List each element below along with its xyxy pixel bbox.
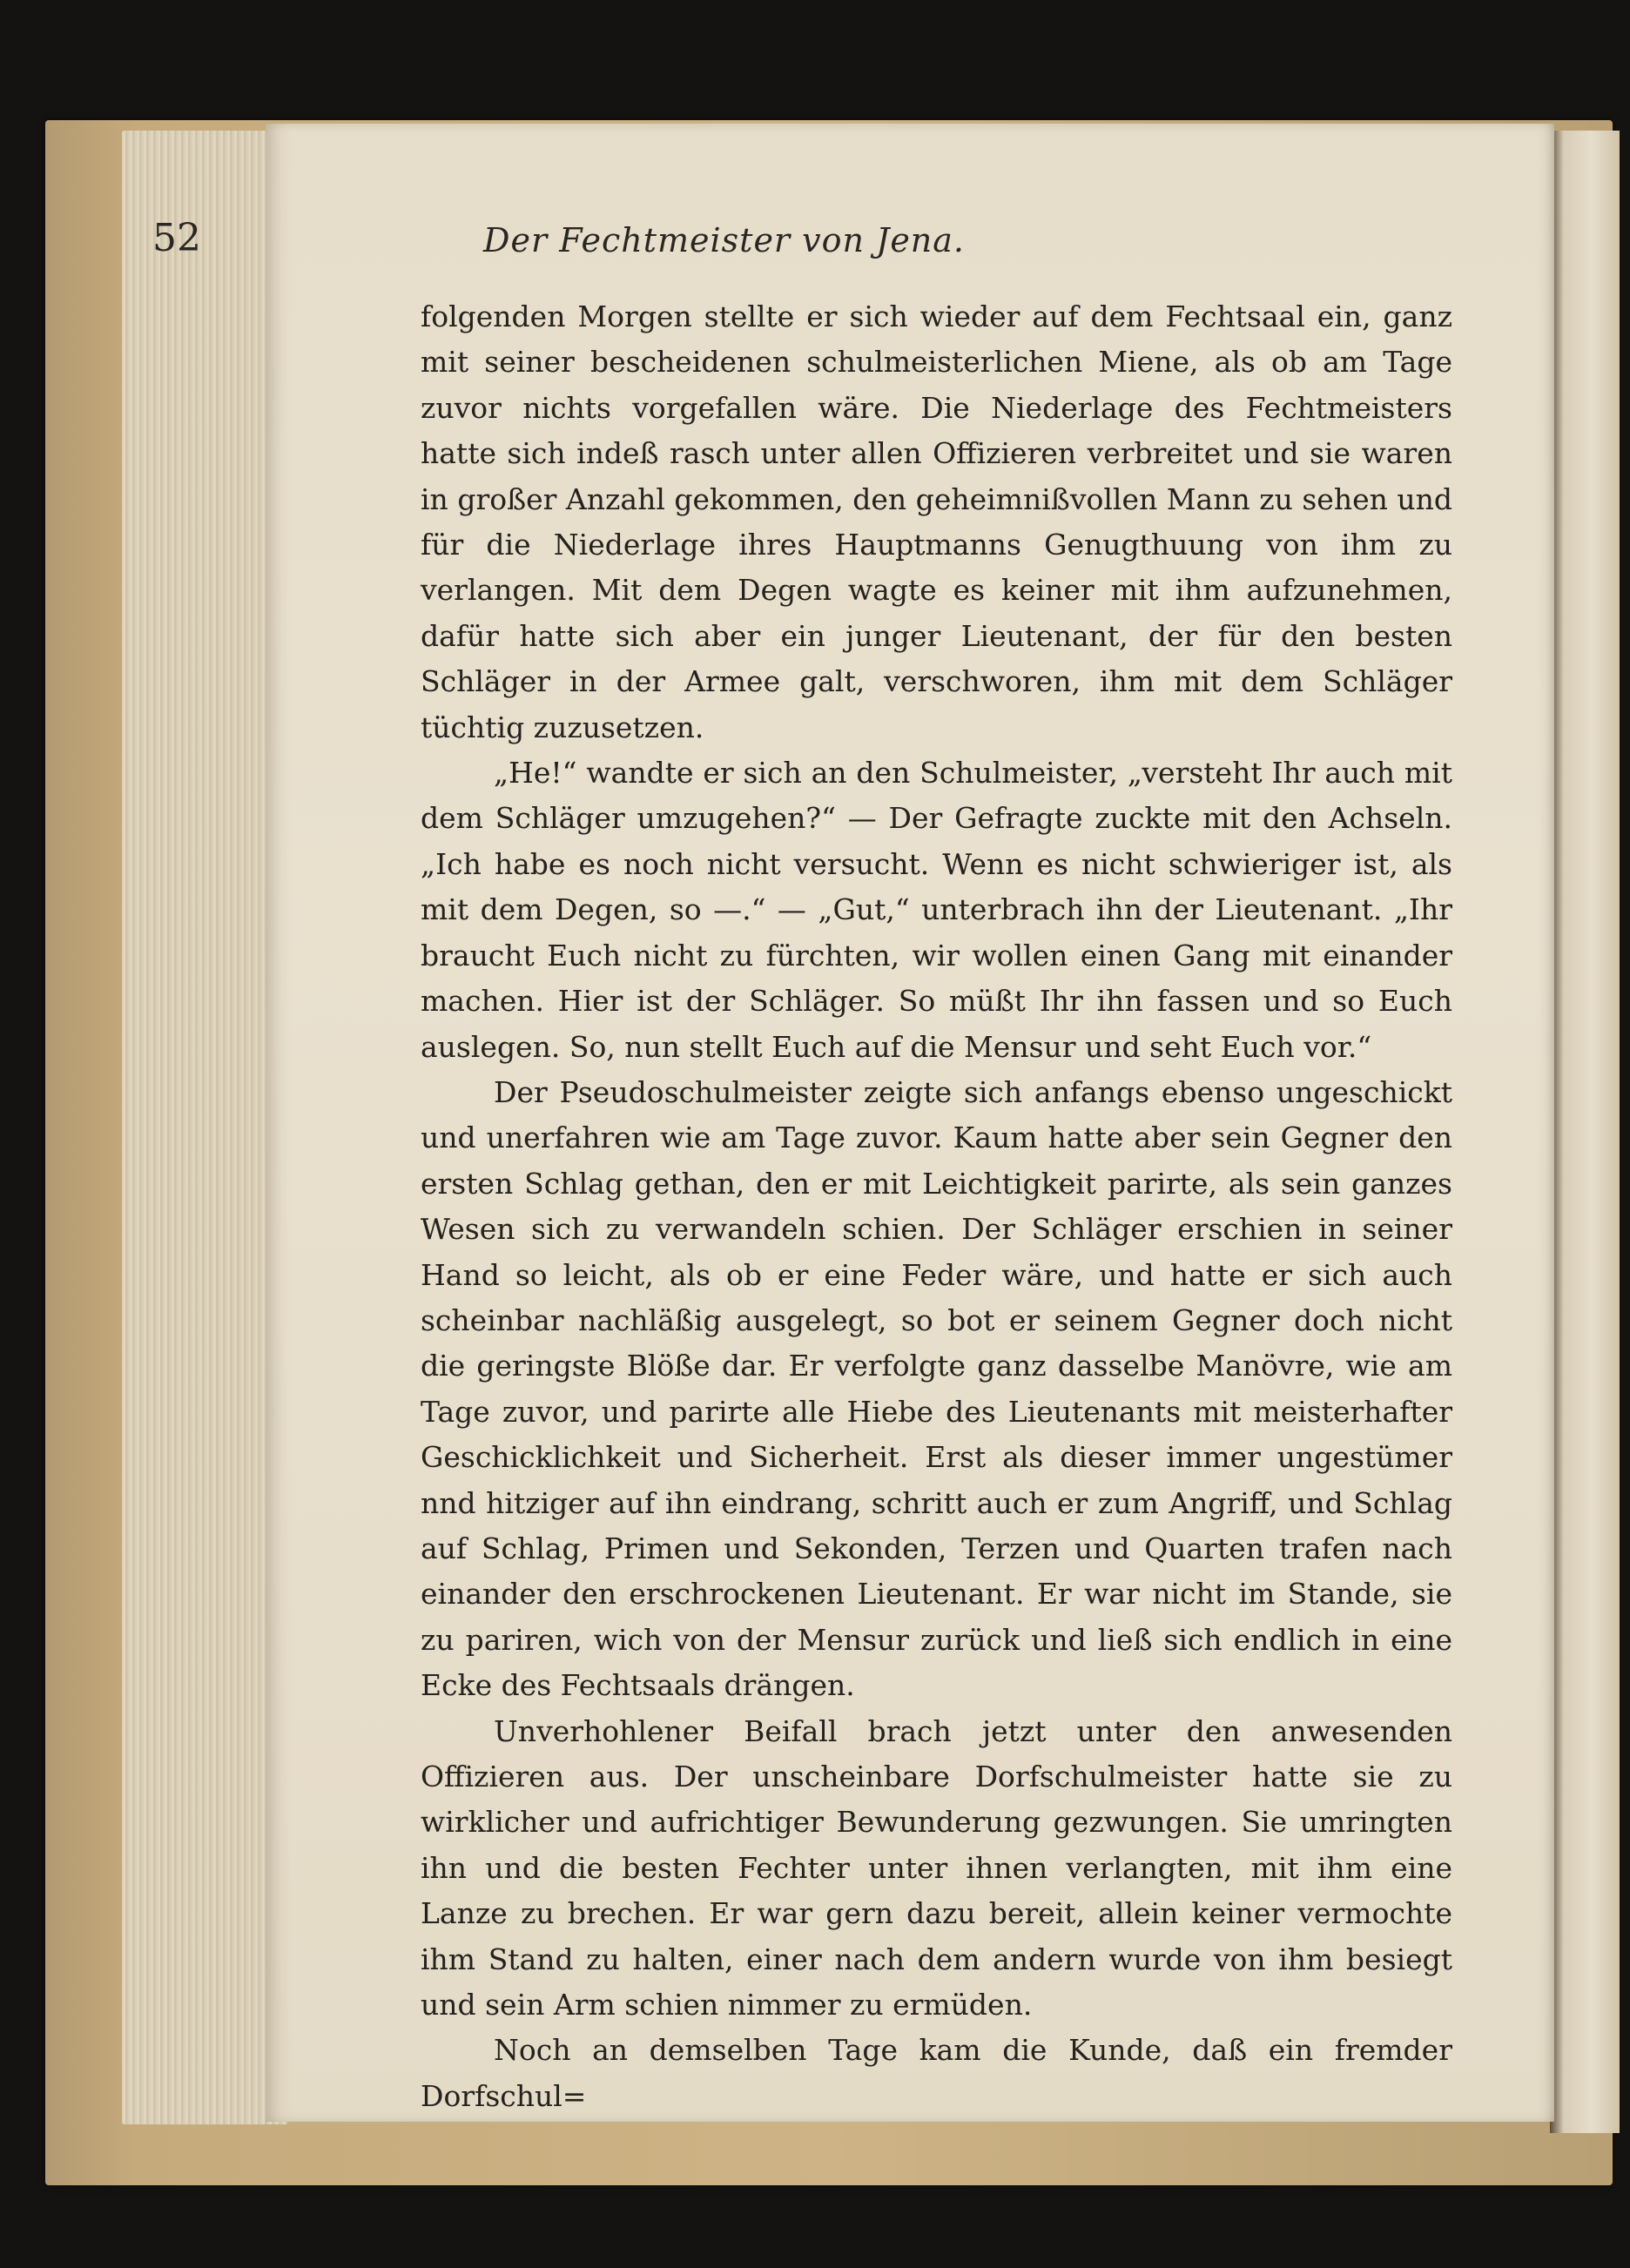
paragraph-1: folgenden Morgen stellte er sich wieder auf dem Fechtsaal ein, ganz mit seiner bescheidenen schulmeisterlichen Miene, als ob am Tage zuvor nichts vorgefallen wäre. Die Niederlage des Fechtmeisters hatte sich indeß rasch unter allen Offizieren verbreitet und sie waren in großer Anzahl gekommen, den geheimnißvollen Mann zu sehen und für die Niederlage ihres Hauptmanns Genugthuung von ihm zu verlangen. Mit dem Degen wagte es keiner mit ihm aufzunehmen, dafür hatte sich aber ein junger Lieutenant, der für den besten Schläger in der Armee galt, verschworen, ihm mit dem Schläger tüchtig zuzusetzen. [421, 299, 1452, 744]
paragraph-3: Der Pseudoschulmeister zeigte sich anfangs ebenso ungeschickt und unerfahren wie am Tage zuvor. Kaum hatte aber sein Gegner den ersten Schlag gethan, den er mit Leichtigkeit parirte, als sein ganzes Wesen sich zu verwandeln schien. Der Schläger erschien in seiner Hand so leicht, als ob er eine Feder wäre, und hatte er sich auch scheinbar nachläßig ausgelegt, so bot er seinem Gegner doch nicht die geringste Blöße dar. Er verfolgte ganz dasselbe Manövre, wie am Tage zuvor, und parirte alle Hiebe des Lieutenants mit meisterhafter Geschicklichkeit und Sicherheit. Erst als dieser immer ungestümer nnd hitziger auf ihn eindrang, schritt auch er zum Angriff, und Schlag auf Schlag, Primen und Sekonden, Terzen und Quarten trafen nach einander den erschrockenen Lieutenant. Er war nicht im Stande, sie zu pariren, wich von der Mensur zurück und ließ sich endlich in eine Ecke des Fechtsaals drängen. [421, 1074, 1452, 1703]
paragraph-4: Unverhohlener Beifall brach jetzt unter den anwesenden Offizieren aus. Der unscheinbare Dorfschulmeister hatte sie zu wirklicher und aufrichtiger Bewunderung gezwungen. Sie umringten ihn und die besten Fechter unter ihnen verlangten, mit ihm eine Lanze zu brechen. Er war gern dazu bereit, allein keiner vermochte ihm Stand zu halten, einer nach dem andern wurde von ihm besiegt und sein Arm schien nimmer zu ermüden. [421, 1713, 1452, 2022]
facing-page-edge [1550, 131, 1620, 2133]
paragraph-5: Noch an demselben Tage kam die Kunde, daß ein fremder Dorfschul= [421, 2033, 1452, 2113]
running-title: Der Fechtmeister von Jena. [483, 221, 966, 259]
page-edges [122, 131, 287, 2124]
page-number: 52 [152, 216, 201, 260]
page-header [152, 216, 1398, 268]
body-text [421, 294, 1452, 2119]
paragraph-2: „He!“ wandte er sich an den Schulmeister, „versteht Ihr auch mit dem Schläger umzugehen?“ — Der Gefragte zuckte mit den Achseln. „Ich habe es noch nicht versucht. Wenn es nicht schwieriger ist, als mit dem Degen, so —.“ — „Gut,“ unterbrach ihn der Lieutenant. „Ihr braucht Euch nicht zu fürchten, wir wollen einen Gang mit einander machen. Hier ist der Schläger. So müßt Ihr ihn fassen und so Euch auslegen. So, nun stellt Euch auf die Mensur und seht Euch vor.“ [421, 756, 1452, 1064]
